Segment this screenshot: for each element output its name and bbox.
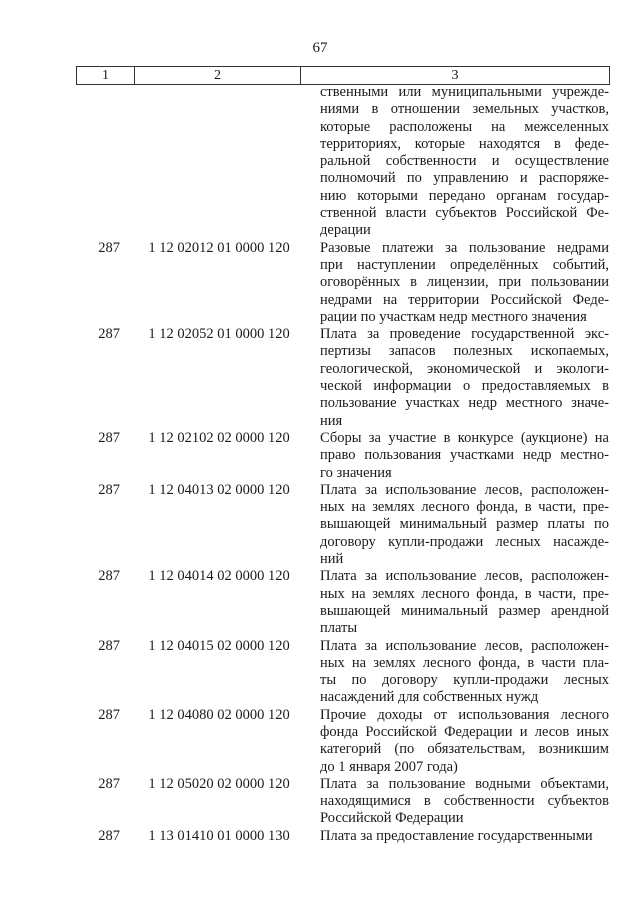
description-line: Российской Федерации bbox=[320, 810, 464, 827]
table-row bbox=[76, 240, 609, 326]
budget-classification-code: 1 12 04014 02 0000 120 bbox=[148, 568, 290, 585]
description-line: Плата за проведение государственной экс- bbox=[320, 326, 609, 343]
row-description bbox=[320, 707, 609, 776]
description-line: недрами на территории Российской Феде- bbox=[320, 291, 609, 308]
description-line: до 1 января 2007 года) bbox=[320, 758, 458, 775]
description-line: вышающей минимальный размер арендной bbox=[320, 602, 609, 619]
table-row bbox=[76, 568, 609, 637]
admin-code: 287 bbox=[98, 326, 120, 343]
description-line: ральной собственности и осуществление bbox=[320, 153, 609, 170]
description-line: Сборы за участие в конкурсе (аукционе) на bbox=[320, 429, 609, 446]
budget-classification-code: 1 13 01410 01 0000 130 bbox=[148, 827, 290, 844]
description-line: территориях, которые находятся в феде- bbox=[320, 135, 609, 152]
description-line: категорий (по обязательствам, возникшим bbox=[320, 741, 609, 758]
table-body bbox=[76, 84, 609, 845]
description-line: пользование участках недр местного значе- bbox=[320, 395, 609, 412]
row-description bbox=[320, 482, 609, 568]
description-line: ных на землях лесного фонда, в части, пре- bbox=[320, 499, 609, 516]
budget-classification-code: 1 12 04013 02 0000 120 bbox=[148, 481, 290, 498]
row-description bbox=[320, 84, 609, 240]
table-row bbox=[76, 707, 609, 776]
admin-code: 287 bbox=[98, 429, 120, 446]
description-line: Плата за использование лесов, расположен- bbox=[320, 568, 609, 585]
description-line: ний bbox=[320, 551, 344, 568]
description-line: которые расположены на межселенных bbox=[320, 118, 609, 135]
budget-classification-code: 1 12 02102 02 0000 120 bbox=[148, 429, 290, 446]
admin-code: 287 bbox=[98, 481, 120, 498]
description-line: Разовые платежи за пользование недрами bbox=[320, 239, 609, 256]
table-row bbox=[76, 828, 609, 845]
budget-classification-code: 1 12 02052 01 0000 120 bbox=[148, 326, 290, 343]
description-line: Плата за пользование водными объектами, bbox=[320, 775, 609, 792]
row-description bbox=[320, 776, 609, 828]
description-line: Плата за использование лесов, расположен- bbox=[320, 481, 609, 498]
header-col-2: 2 bbox=[135, 67, 301, 85]
description-line: платы bbox=[320, 620, 358, 637]
admin-code: 287 bbox=[98, 568, 120, 585]
description-line: рации по участкам недр местного значения bbox=[320, 308, 587, 325]
budget-classification-code: 1 12 04080 02 0000 120 bbox=[148, 706, 290, 723]
table-row bbox=[76, 326, 609, 430]
budget-classification-code: 1 12 05020 02 0000 120 bbox=[148, 775, 290, 792]
table-row bbox=[76, 482, 609, 568]
page-number: 67 bbox=[312, 40, 328, 56]
description-line: геологической, экономической и экологи- bbox=[320, 360, 609, 377]
description-line: ния bbox=[320, 412, 343, 429]
admin-code: 287 bbox=[98, 827, 120, 844]
description-line: при наступлении определённых событий, bbox=[320, 256, 609, 273]
header-col-1: 1 bbox=[77, 67, 135, 85]
description-line: вышающей минимальный размер платы по bbox=[320, 516, 609, 533]
row-description bbox=[320, 240, 609, 326]
description-line: Плата за использование лесов, расположен- bbox=[320, 637, 609, 654]
description-line: дерации bbox=[320, 222, 371, 239]
description-line: ных на землях лесного фонда, в части пла- bbox=[320, 654, 609, 671]
admin-code: 287 bbox=[98, 637, 120, 654]
description-line: пертизы запасов полезных ископаемых, bbox=[320, 343, 609, 360]
budget-classification-code: 1 12 04015 02 0000 120 bbox=[148, 637, 290, 654]
description-line: насаждений для собственных нужд bbox=[320, 689, 539, 706]
table-header bbox=[76, 66, 610, 85]
description-line: ты по договору купли-продажи лесных bbox=[320, 672, 609, 689]
budget-classification-code: 1 12 02012 01 0000 120 bbox=[148, 239, 290, 256]
row-description bbox=[320, 430, 609, 482]
admin-code: 287 bbox=[98, 706, 120, 723]
admin-code: 287 bbox=[98, 239, 120, 256]
row-description bbox=[320, 326, 609, 430]
description-line: ственной власти субъектов Российской Фе- bbox=[320, 205, 609, 222]
row-description bbox=[320, 568, 609, 637]
description-line: ниями в отношении земельных участков, bbox=[320, 101, 609, 118]
description-line: нию которыми передано органам государ- bbox=[320, 187, 609, 204]
description-line: Плата за предоставление государственными bbox=[320, 827, 593, 844]
description-line: договору купли-продажи лесных насажде- bbox=[320, 533, 609, 550]
description-line: ных на землях лесного фонда, в части, пре- bbox=[320, 585, 609, 602]
header-col-3: 3 bbox=[301, 67, 610, 85]
description-line: Прочие доходы от использования лесного bbox=[320, 706, 609, 723]
table-row bbox=[76, 638, 609, 707]
admin-code: 287 bbox=[98, 775, 120, 792]
description-line: право пользования участками недр местно- bbox=[320, 447, 609, 464]
row-description bbox=[320, 638, 609, 707]
description-line: находящимися в собственности субъектов bbox=[320, 793, 609, 810]
description-line: фонда Российской Федерации и лесов иных bbox=[320, 723, 609, 740]
description-line: го значения bbox=[320, 464, 392, 481]
table-row bbox=[76, 776, 609, 828]
description-line: полномочий по управлению и распоряже- bbox=[320, 170, 609, 187]
table-row bbox=[76, 430, 609, 482]
row-description bbox=[320, 828, 609, 845]
description-line: ственными или муниципальными учрежде- bbox=[320, 84, 609, 100]
table-row-continuation bbox=[76, 84, 609, 240]
description-line: оговорённых в лицензии, при пользовании bbox=[320, 274, 609, 291]
description-line: ческой информации о предоставляемых в bbox=[320, 378, 609, 395]
